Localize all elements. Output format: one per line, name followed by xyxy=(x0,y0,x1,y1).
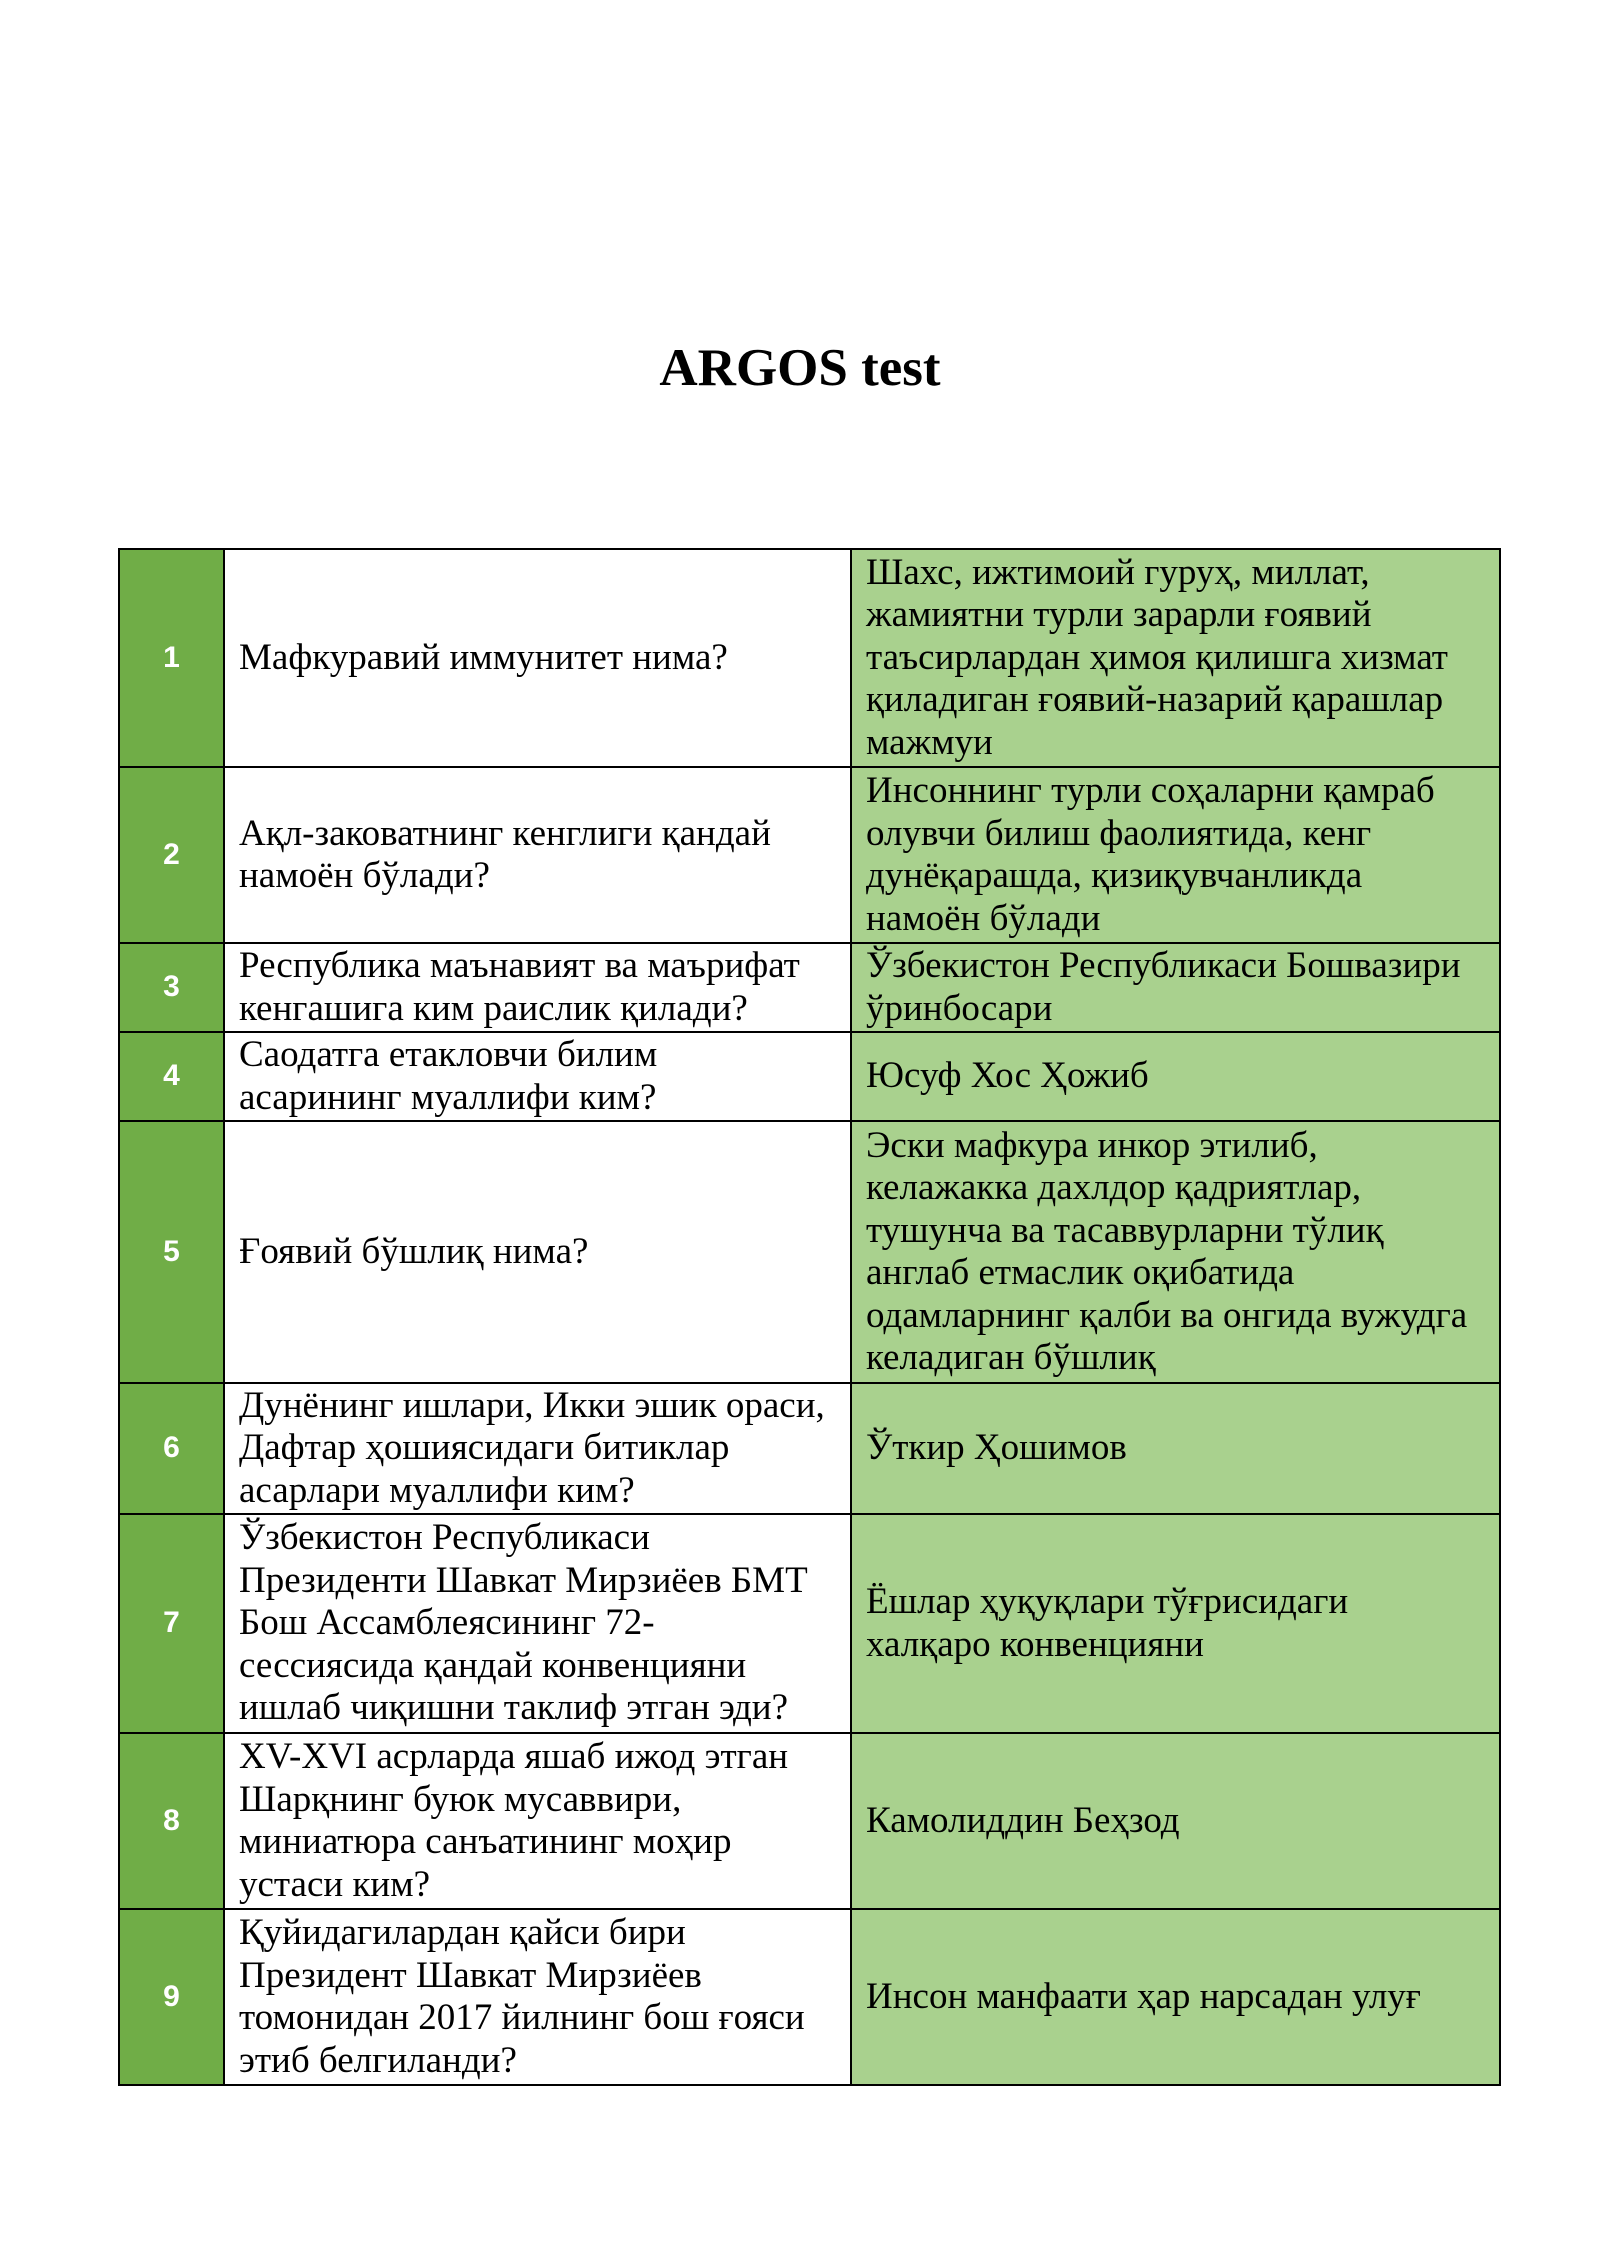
qa-table xyxy=(118,548,1501,2086)
table-row xyxy=(119,767,1500,943)
question-cell: Саодатга етакловчи билим асарининг муаллифи ким? xyxy=(224,1032,851,1121)
answer-cell: Шахс, ижтимоий гуруҳ, миллат, жамиятни турли зарарли ғоявий таъсирлардан ҳимоя қилишга хизмат қиладиган ғоявий-назарий қарашлар мажмуи xyxy=(851,549,1500,767)
row-number: 1 xyxy=(119,549,224,767)
table-row xyxy=(119,549,1500,767)
answer-cell: Юсуф Хос Ҳожиб xyxy=(851,1032,1500,1121)
answer-cell: Ўткир Ҳошимов xyxy=(851,1383,1500,1514)
table-row xyxy=(119,1121,1500,1383)
answer-cell: Камолиддин Беҳзод xyxy=(851,1733,1500,1909)
answer-cell: Эски мафкура инкор этилиб, келажакка дахлдор қадриятлар, тушунча ва тасаввурларни тўлиқ англаб етмаслик оқибатида одамларнинг қалби ва онгида вужудга келадиган бўшлиқ xyxy=(851,1121,1500,1383)
question-cell: XV-XVI асрларда яшаб ижод этган Шарқнинг буюк мусаввири, миниатюра санъатининг моҳир устаси ким? xyxy=(224,1733,851,1909)
table-row xyxy=(119,1514,1500,1733)
table-row xyxy=(119,1909,1500,2085)
row-number: 2 xyxy=(119,767,224,943)
table-row xyxy=(119,1383,1500,1514)
question-cell: Қуйидагилардан қайси бири Президент Шавкат Мирзиёев томонидан 2017 йилнинг бош ғояси этиб белгиланди? xyxy=(224,1909,851,2085)
answer-cell: Ўзбекистон Республикаси Бошвазири ўринбосари xyxy=(851,943,1500,1032)
row-number: 7 xyxy=(119,1514,224,1733)
table-row xyxy=(119,1733,1500,1909)
question-cell: Мафкуравий иммунитет нима? xyxy=(224,549,851,767)
row-number: 6 xyxy=(119,1383,224,1514)
row-number: 9 xyxy=(119,1909,224,2085)
row-number: 4 xyxy=(119,1032,224,1121)
row-number: 5 xyxy=(119,1121,224,1383)
question-cell: Республика маънавият ва маърифат кенгашига ким раислик қилади? xyxy=(224,943,851,1032)
question-cell: Ғоявий бўшлиқ нима? xyxy=(224,1121,851,1383)
table-row xyxy=(119,943,1500,1032)
answer-cell: Инсон манфаати ҳар нарсадан улуғ xyxy=(851,1909,1500,2085)
question-cell: Ақл-заковатнинг кенглиги қандай намоён бўлади? xyxy=(224,767,851,943)
question-cell: Ўзбекистон Республикаси Президенти Шавкат Мирзиёев БМТ Бош Ассамблеясининг 72- сессиясида қандай конвенцияни ишлаб чиқишни таклиф этган эди? xyxy=(224,1514,851,1733)
answer-cell: Ёшлар ҳуқуқлари тўғрисидаги халқаро конвенцияни xyxy=(851,1514,1500,1733)
row-number: 8 xyxy=(119,1733,224,1909)
answer-cell: Инсоннинг турли соҳаларни қамраб олувчи билиш фаолиятида, кенг дунёқарашда, қизиқувчанликда намоён бўлади xyxy=(851,767,1500,943)
question-cell: Дунёнинг ишлари, Икки эшик ораси, Дафтар ҳошиясидаги битиклар асарлари муаллифи ким? xyxy=(224,1383,851,1514)
row-number: 3 xyxy=(119,943,224,1032)
table-row xyxy=(119,1032,1500,1121)
page-title: ARGOS test xyxy=(659,339,941,397)
